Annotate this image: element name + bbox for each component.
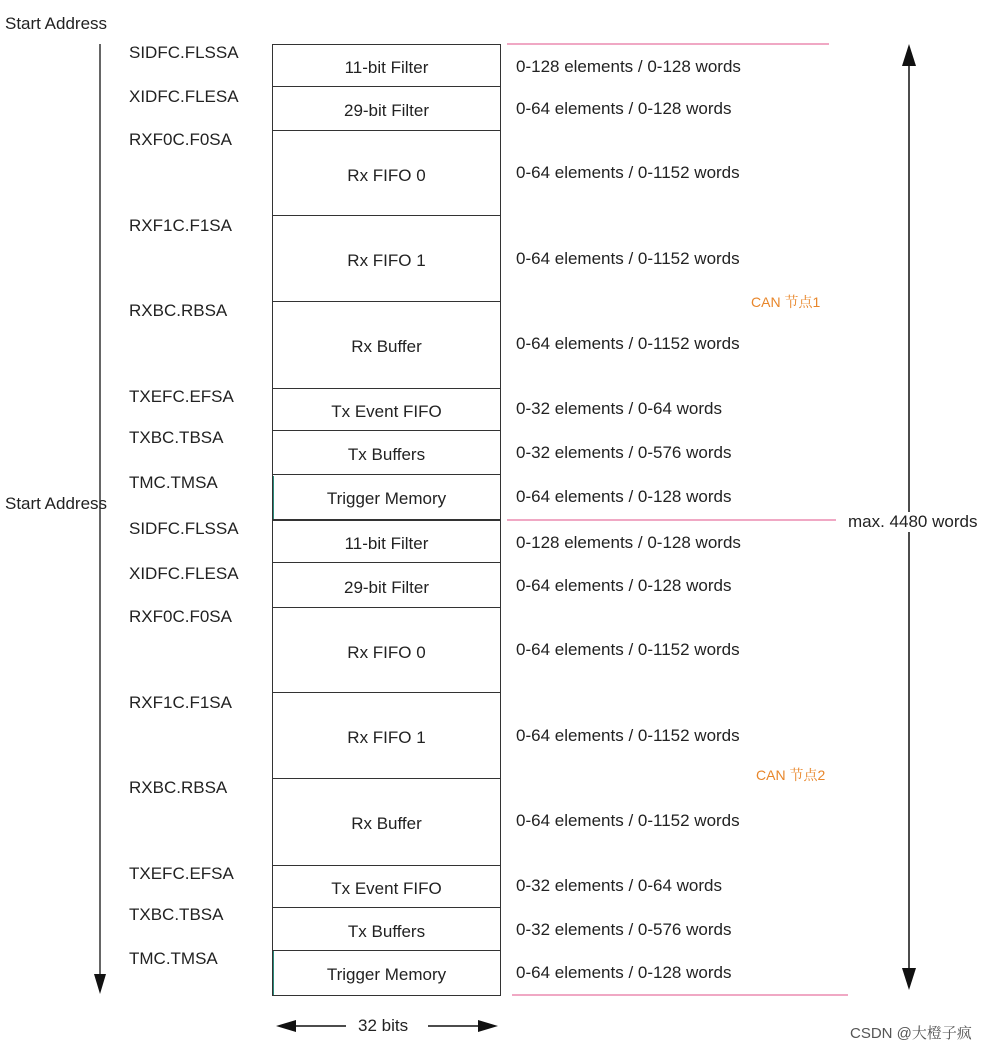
node1-range-label: 0-64 elements / 0-128 words	[516, 99, 732, 118]
node2-section-name: 29-bit Filter	[343, 578, 430, 597]
node2-range-label: 0-128 elements / 0-128 words	[516, 533, 741, 552]
node1-start-address-label: Start Address	[5, 14, 108, 33]
node2-register-label: TXBC.TBSA	[129, 905, 224, 924]
node2-range-label: 0-64 elements / 0-1152 words	[516, 640, 740, 659]
address-axis-arrowhead	[94, 974, 106, 994]
node1-section-name: Rx Buffer	[351, 337, 422, 356]
node1-section-name: Rx FIFO 1	[347, 251, 426, 270]
node1-range-label: 0-64 elements / 0-1152 words	[516, 163, 740, 182]
node1-range-label: 0-64 elements / 0-128 words	[516, 487, 732, 506]
max-axis-arrowhead-up	[902, 44, 916, 66]
node2-section-name: 11-bit Filter	[344, 534, 429, 553]
node2-register-label: SIDFC.FLSSA	[129, 519, 239, 538]
node1-note: CAN 节点1	[751, 294, 821, 310]
node1-register-label: RXF0C.F0SA	[129, 130, 232, 149]
node1-section-name: Tx Buffers	[347, 445, 426, 464]
node1-register-label: SIDFC.FLSSA	[129, 43, 239, 62]
node1-range-label: 0-64 elements / 0-1152 words	[516, 249, 740, 268]
node2-section-name: Rx Buffer	[351, 814, 422, 833]
node2-section-name: Trigger Memory	[326, 965, 447, 984]
node2-range-label: 0-64 elements / 0-128 words	[516, 576, 732, 595]
node1-section-name: Rx FIFO 0	[347, 166, 426, 185]
node2-range-label: 0-64 elements / 0-128 words	[516, 963, 732, 982]
node1-register-label: TMC.TMSA	[129, 473, 218, 492]
width-arrowhead-left	[276, 1020, 296, 1032]
node2-range-label: 0-64 elements / 0-1152 words	[516, 811, 740, 830]
node2-section-name: Rx FIFO 0	[347, 643, 426, 662]
node1-register-label: TXBC.TBSA	[129, 428, 224, 447]
node1-register-label: RXF1C.F1SA	[129, 216, 232, 235]
node1-range-label: 0-32 elements / 0-64 words	[516, 399, 722, 418]
node1-register-label: XIDFC.FLESA	[129, 87, 239, 106]
max-words-label: max. 4480 words	[844, 512, 981, 532]
node2-register-label: XIDFC.FLESA	[129, 564, 239, 583]
node1-range-label: 0-32 elements / 0-576 words	[516, 443, 732, 462]
node1-register-label: RXBC.RBSA	[129, 301, 228, 320]
node2-section-name: Tx Event FIFO	[331, 879, 442, 898]
word-width-label: 32 bits	[358, 1016, 409, 1035]
node2-range-label: 0-32 elements / 0-576 words	[516, 920, 732, 939]
node1-range-label: 0-64 elements / 0-1152 words	[516, 334, 740, 353]
watermark: CSDN @大橙子疯	[850, 1025, 972, 1042]
node1-range-label: 0-128 elements / 0-128 words	[516, 57, 741, 76]
node2-range-label: 0-64 elements / 0-1152 words	[516, 726, 740, 745]
node2-section-name: Rx FIFO 1	[347, 728, 426, 747]
node1-section-name: 29-bit Filter	[343, 101, 430, 120]
node2-note: CAN 节点2	[756, 767, 826, 783]
node2-register-label: TMC.TMSA	[129, 949, 218, 968]
node2-range-label: 0-32 elements / 0-64 words	[516, 876, 722, 895]
node2-register-label: TXEFC.EFSA	[129, 864, 234, 883]
node2-register-label: RXF1C.F1SA	[129, 693, 232, 712]
node2-start-address-label: Start Address	[5, 494, 108, 513]
node2-register-label: RXF0C.F0SA	[129, 607, 232, 626]
width-arrowhead-right	[478, 1020, 498, 1032]
node1-section-name: Tx Event FIFO	[331, 402, 442, 421]
node1-register-label: TXEFC.EFSA	[129, 387, 234, 406]
node1-section-name: 11-bit Filter	[344, 58, 429, 77]
max-axis-arrowhead-down	[902, 968, 916, 990]
node2-section-name: Tx Buffers	[347, 922, 426, 941]
node2-register-label: RXBC.RBSA	[129, 778, 228, 797]
node1-section-name: Trigger Memory	[326, 489, 447, 508]
